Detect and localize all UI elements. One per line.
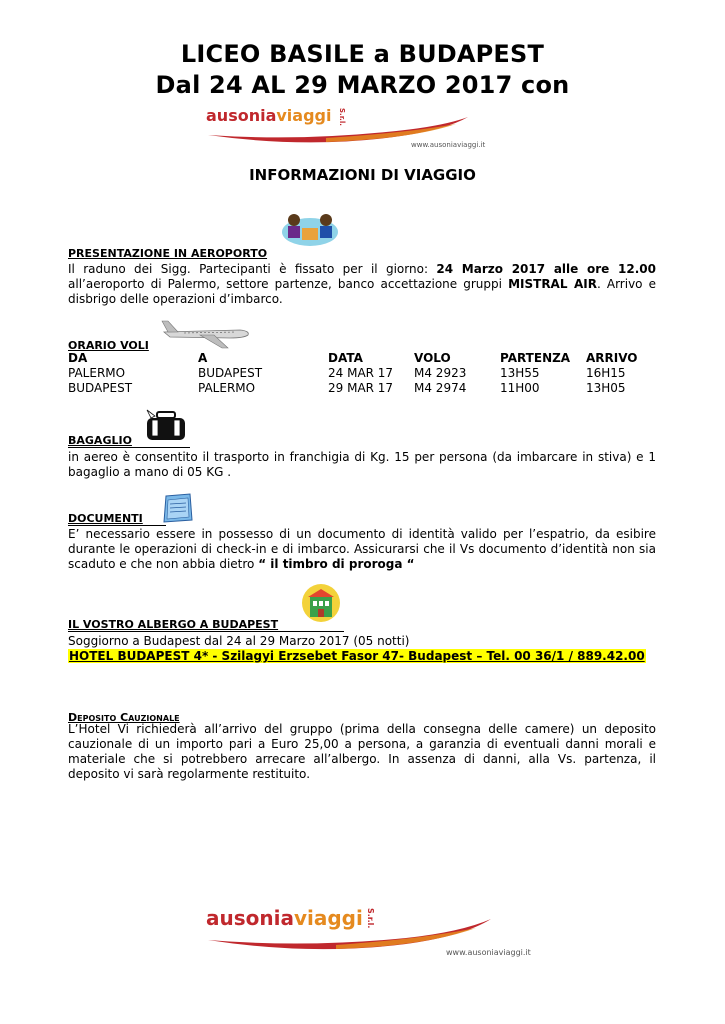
header-partenza: PARTENZA — [500, 351, 571, 365]
ausonia-viaggi-logo-bottom — [206, 908, 546, 964]
deposito-title: Deposito Cauzionale — [68, 711, 180, 724]
albergo-title: IL VOSTRO ALBERGO A BUDAPEST — [68, 618, 344, 632]
section-heading: INFORMAZIONI DI VIAGGIO — [249, 166, 476, 184]
presentazione-title: PRESENTAZIONE IN AEROPORTO — [68, 247, 268, 260]
cell: PALERMO — [68, 366, 126, 380]
header-volo: VOLO — [414, 351, 451, 365]
page-title-line2: Dal 24 AL 29 MARZO 2017 con — [155, 71, 570, 99]
hotel-details: HOTEL BUDAPEST 4* - Szilagyi Erzsebet Fasor 47- Budapest – Tel. 00 36/1 / 889.42.00 — [69, 649, 645, 663]
cell: 16H15 — [586, 366, 626, 380]
header-da: DA — [68, 351, 88, 365]
documenti-text: E’ necessario essere in possesso di un documento di identità valido per l’espatrio, da esibire durante le operazioni di check-in e di imbarco. Assicurarsi che il Vs documento d’identità non sia scaduto e che non abbia dietro “ il timbro di proroga “ — [68, 527, 656, 571]
header-arrivo: ARRIVO — [586, 351, 638, 365]
brand-url: www.ausoniaviaggi.it — [411, 141, 486, 149]
page-title-line1: LICEO BASILE a BUDAPEST — [180, 40, 545, 68]
brand-url: www.ausoniaviaggi.it — [446, 948, 531, 957]
brand-name: ausoniaviaggi — [206, 906, 363, 930]
cell: 11H00 — [500, 381, 540, 395]
cell: 13H05 — [586, 381, 626, 395]
ausonia-viaggi-logo-top — [206, 108, 526, 152]
brand-srl: S.r.l. — [338, 108, 346, 126]
cell: 24 MAR 17 — [328, 366, 394, 380]
header-a: A — [198, 351, 208, 365]
albergo-stay: Soggiorno a Budapest dal 24 al 29 Marzo 2017 (05 notti) — [68, 634, 410, 648]
cell: M4 2923 — [414, 366, 467, 380]
meeting-icon — [280, 208, 340, 251]
cell: 13H55 — [500, 366, 540, 380]
cell: M4 2974 — [414, 381, 467, 395]
orario-title: ORARIO VOLI — [68, 339, 149, 352]
brand-srl: S.r.l. — [366, 908, 375, 929]
bagaglio-text: in aereo è consentito il trasporto in franchigia di Kg. 15 per persona (da imbarcare in stiva) e 1 bagaglio a mano di 05 KG . — [68, 450, 656, 479]
header-data: DATA — [328, 351, 363, 365]
cell: BUDAPEST — [68, 381, 133, 395]
deposito-text: L’Hotel Vi richiederà all’arrivo del gruppo (prima della consegna delle camere) un deposito cauzionale di un importo pari a Euro 25,00 a persona, a garanzia di eventuali danni morali e materiale che si potrebbero arrecare all’albergo. In assenza di danni, alla Vs. partenza, il deposito vi sarà regolarmente restituito. — [68, 722, 656, 781]
cell: PALERMO — [198, 381, 256, 395]
bagaglio-title: BAGAGLIO — [68, 434, 190, 448]
cell: BUDAPEST — [198, 366, 263, 380]
presentazione-text: Il raduno dei Sigg. Partecipanti è fissato per il giorno: 24 Marzo 2017 alle ore 12.00 all’aeroporto di Palermo, settore partenze, banco accettazione gruppi MISTRAL AIR. Arrivo e disbrigo delle operazioni d’imbarco. — [68, 262, 657, 306]
cell: 29 MAR 17 — [328, 381, 394, 395]
airplane-icon — [160, 318, 252, 355]
brand-name: ausoniaviaggi — [206, 106, 332, 125]
documenti-title: DOCUMENTI — [68, 512, 166, 526]
